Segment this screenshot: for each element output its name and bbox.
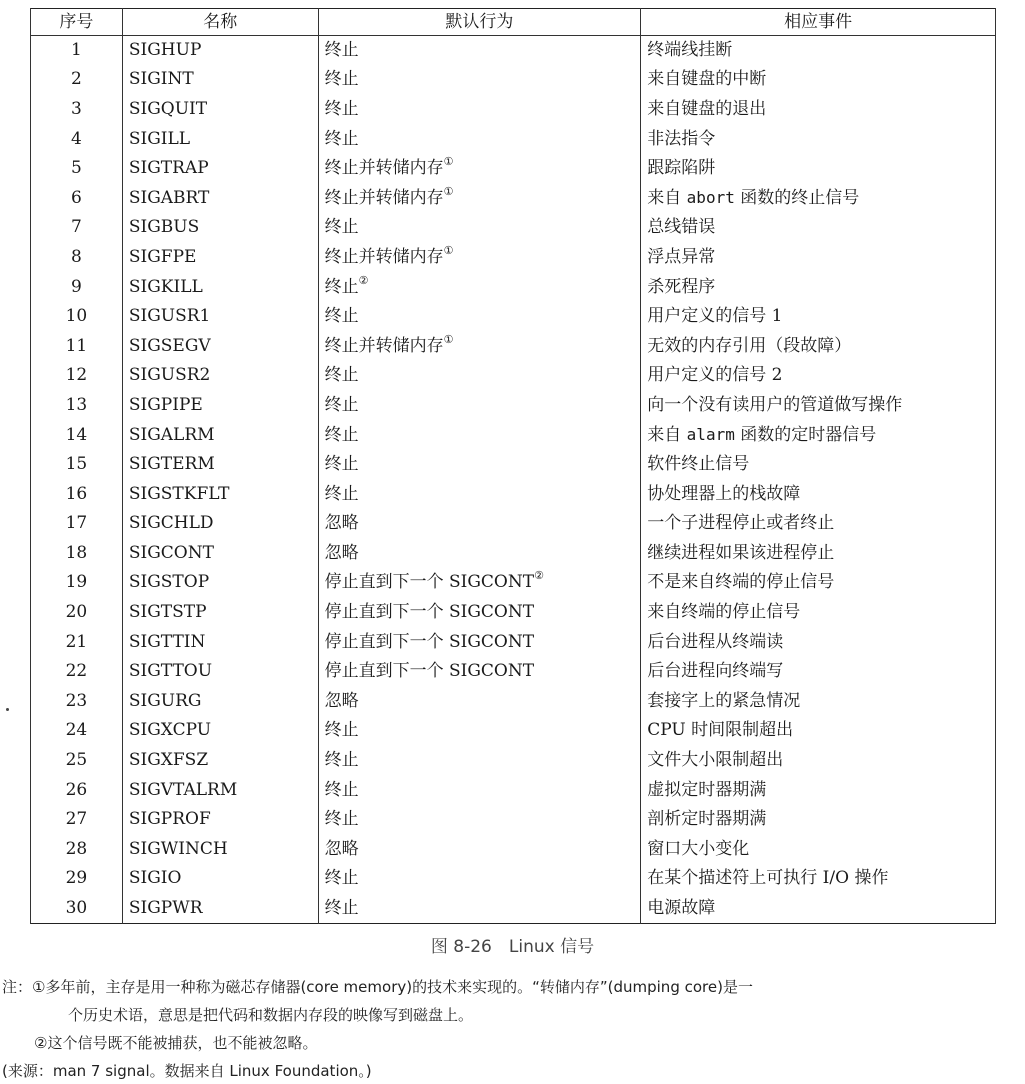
signal-event bbox=[641, 598, 996, 628]
event-text: 非法指令 bbox=[647, 128, 716, 149]
signal-event bbox=[641, 894, 996, 924]
signal-name: SIGQUIT bbox=[122, 95, 318, 125]
action-text: 终止 bbox=[324, 69, 359, 90]
signal-event bbox=[641, 716, 996, 746]
signal-name: SIGXFSZ bbox=[122, 746, 318, 776]
event-text: 窗口大小变化 bbox=[647, 838, 750, 859]
table-row bbox=[31, 805, 996, 835]
signal-number: 11 bbox=[31, 331, 123, 361]
event-text: 无效的内存引用（段故障） bbox=[647, 335, 852, 356]
table-row bbox=[31, 243, 996, 273]
table-row bbox=[31, 509, 996, 539]
signal-event bbox=[641, 95, 996, 125]
signal-number: 20 bbox=[31, 598, 123, 628]
signal-number: 8 bbox=[31, 243, 123, 273]
event-text: 后台进程从终端读 bbox=[647, 631, 784, 652]
action-text: 终止 bbox=[324, 98, 359, 119]
signal-name: SIGFPE bbox=[122, 243, 318, 273]
signal-default-action bbox=[318, 154, 641, 184]
signal-event bbox=[641, 568, 996, 598]
action-text: 终止并转储内存 bbox=[324, 158, 444, 179]
action-text: 终止 bbox=[324, 40, 359, 61]
signal-event bbox=[641, 835, 996, 865]
event-text: 浮点异常 bbox=[647, 246, 716, 267]
signal-event bbox=[641, 420, 996, 450]
event-text: 杀死程序 bbox=[647, 276, 716, 297]
figure-caption: 图 8-26 Linux 信号 bbox=[430, 937, 595, 957]
signal-default-action bbox=[318, 331, 641, 361]
table-row bbox=[31, 154, 996, 184]
signal-name: SIGABRT bbox=[122, 183, 318, 213]
event-text-pre: 来自 bbox=[647, 424, 687, 445]
table-row bbox=[31, 331, 996, 361]
action-text: 终止 bbox=[324, 483, 359, 504]
signal-default-action bbox=[318, 627, 641, 657]
signal-number: 12 bbox=[31, 361, 123, 391]
signal-name: SIGURG bbox=[122, 687, 318, 717]
signal-name: SIGWINCH bbox=[122, 835, 318, 865]
event-text: 不是来自终端的停止信号 bbox=[647, 572, 835, 593]
event-text: 来自终端的停止信号 bbox=[647, 602, 801, 623]
action-text: 终止 bbox=[324, 720, 359, 741]
table-row bbox=[31, 864, 996, 894]
signal-name: SIGCONT bbox=[122, 539, 318, 569]
header-name: 名称 bbox=[122, 9, 318, 36]
table-row bbox=[31, 213, 996, 243]
event-code: alarm bbox=[686, 424, 735, 444]
signal-event bbox=[641, 479, 996, 509]
action-text: 终止 bbox=[324, 394, 359, 415]
signal-event bbox=[641, 183, 996, 213]
signal-event bbox=[641, 243, 996, 273]
event-text: 向一个没有读用户的管道做写操作 bbox=[647, 394, 903, 415]
action-text: 终止 bbox=[324, 809, 359, 830]
signal-default-action bbox=[318, 213, 641, 243]
signal-default-action bbox=[318, 746, 641, 776]
signal-number: 25 bbox=[31, 746, 123, 776]
action-text: 忽略 bbox=[324, 542, 359, 563]
table-row bbox=[31, 627, 996, 657]
event-text: 一个子进程停止或者终止 bbox=[647, 513, 835, 534]
signal-event bbox=[641, 302, 996, 332]
signal-default-action bbox=[318, 183, 641, 213]
table-row bbox=[31, 568, 996, 598]
event-text: 剖析定时器期满 bbox=[647, 809, 767, 830]
signal-number: 10 bbox=[31, 302, 123, 332]
signal-event bbox=[641, 65, 996, 95]
signal-number: 29 bbox=[31, 864, 123, 894]
signal-default-action bbox=[318, 391, 641, 421]
event-text: 电源故障 bbox=[647, 897, 716, 918]
signal-name: SIGSTOP bbox=[122, 568, 318, 598]
event-text-post: 函数的终止信号 bbox=[734, 187, 860, 208]
signal-number: 3 bbox=[31, 95, 123, 125]
action-text: 停止直到下一个 SIGCONT bbox=[324, 631, 535, 652]
signal-default-action bbox=[318, 835, 641, 865]
signal-number: 6 bbox=[31, 183, 123, 213]
event-text: 套接字上的紧急情况 bbox=[647, 690, 801, 711]
signal-default-action bbox=[318, 124, 641, 154]
signal-default-action bbox=[318, 775, 641, 805]
signal-default-action bbox=[318, 568, 641, 598]
signal-name: SIGBUS bbox=[122, 213, 318, 243]
signal-default-action bbox=[318, 657, 641, 687]
action-text: 终止 bbox=[324, 750, 359, 771]
signal-event bbox=[641, 657, 996, 687]
signal-event bbox=[641, 509, 996, 539]
signal-event bbox=[641, 391, 996, 421]
event-text: 后台进程向终端写 bbox=[647, 661, 784, 682]
signal-event bbox=[641, 746, 996, 776]
signal-number: 15 bbox=[31, 450, 123, 480]
action-text: 终止 bbox=[324, 276, 359, 297]
signal-default-action bbox=[318, 36, 641, 66]
signal-number: 17 bbox=[31, 509, 123, 539]
table-row bbox=[31, 302, 996, 332]
signal-event bbox=[641, 450, 996, 480]
signal-name: SIGXCPU bbox=[122, 716, 318, 746]
signal-number: 22 bbox=[31, 657, 123, 687]
signal-default-action bbox=[318, 302, 641, 332]
footnote-mark: ② bbox=[358, 273, 369, 287]
action-text: 终止并转储内存 bbox=[324, 335, 444, 356]
table-row bbox=[31, 539, 996, 569]
signal-number: 19 bbox=[31, 568, 123, 598]
event-text: CPU 时间限制超出 bbox=[647, 720, 794, 741]
signal-name: SIGSTKFLT bbox=[122, 479, 318, 509]
signal-event bbox=[641, 36, 996, 66]
signal-default-action bbox=[318, 509, 641, 539]
action-text: 停止直到下一个 SIGCONT bbox=[324, 661, 535, 682]
signal-event bbox=[641, 154, 996, 184]
table-header-row bbox=[31, 9, 996, 36]
signal-event bbox=[641, 361, 996, 391]
table-row bbox=[31, 746, 996, 776]
source-note: (来源：man 7 signal。数据来自 Linux Foundation。) bbox=[2, 1062, 372, 1080]
action-text: 终止 bbox=[324, 868, 359, 889]
signal-event bbox=[641, 539, 996, 569]
event-text: 来自键盘的中断 bbox=[647, 69, 767, 90]
signal-default-action bbox=[318, 450, 641, 480]
table-body bbox=[31, 36, 996, 924]
signal-name: SIGKILL bbox=[122, 272, 318, 302]
signal-name: SIGTTIN bbox=[122, 627, 318, 657]
signal-name: SIGTERM bbox=[122, 450, 318, 480]
signal-event bbox=[641, 805, 996, 835]
signal-default-action bbox=[318, 243, 641, 273]
action-text: 终止 bbox=[324, 454, 359, 475]
action-text: 终止 bbox=[324, 306, 359, 327]
signal-default-action bbox=[318, 687, 641, 717]
event-text: 总线错误 bbox=[647, 217, 716, 238]
signal-event bbox=[641, 213, 996, 243]
table-row bbox=[31, 124, 996, 154]
table-row bbox=[31, 657, 996, 687]
event-text: 终端线挂断 bbox=[647, 40, 733, 61]
note-line-3: ②这个信号既不能被捕获，也不能被忽略。 bbox=[34, 1034, 318, 1052]
signal-number: 7 bbox=[31, 213, 123, 243]
signal-name: SIGINT bbox=[122, 65, 318, 95]
table-row bbox=[31, 775, 996, 805]
event-text: 文件大小限制超出 bbox=[647, 750, 784, 771]
signal-default-action bbox=[318, 716, 641, 746]
signal-event bbox=[641, 775, 996, 805]
event-text: 在某个描述符上可执行 I/O 操作 bbox=[647, 868, 889, 889]
header-number: 序号 bbox=[31, 9, 123, 36]
signal-number: 1 bbox=[31, 36, 123, 66]
event-text: 软件终止信号 bbox=[647, 454, 750, 475]
signal-name: SIGPROF bbox=[122, 805, 318, 835]
event-text-pre: 来自 bbox=[647, 187, 687, 208]
signal-number: 24 bbox=[31, 716, 123, 746]
signal-number: 4 bbox=[31, 124, 123, 154]
action-text: 忽略 bbox=[324, 838, 359, 859]
signal-default-action bbox=[318, 95, 641, 125]
event-text: 用户定义的信号 1 bbox=[647, 306, 783, 327]
signal-number: 28 bbox=[31, 835, 123, 865]
action-text: 终止 bbox=[324, 365, 359, 386]
signal-default-action bbox=[318, 65, 641, 95]
signal-number: 21 bbox=[31, 627, 123, 657]
table-row bbox=[31, 272, 996, 302]
signal-number: 13 bbox=[31, 391, 123, 421]
signal-name: SIGILL bbox=[122, 124, 318, 154]
table-row bbox=[31, 183, 996, 213]
signal-number: 23 bbox=[31, 687, 123, 717]
event-text: 虚拟定时器期满 bbox=[647, 779, 767, 800]
signal-name: SIGUSR1 bbox=[122, 302, 318, 332]
table-row bbox=[31, 687, 996, 717]
action-text: 终止 bbox=[324, 217, 359, 238]
table-row bbox=[31, 479, 996, 509]
action-text: 终止 bbox=[324, 779, 359, 800]
signal-number: 18 bbox=[31, 539, 123, 569]
signal-name: SIGUSR2 bbox=[122, 361, 318, 391]
action-text: 终止并转储内存 bbox=[324, 246, 444, 267]
signal-number: 2 bbox=[31, 65, 123, 95]
signal-number: 9 bbox=[31, 272, 123, 302]
event-text-post: 函数的定时器信号 bbox=[734, 424, 877, 445]
table-row bbox=[31, 835, 996, 865]
note-line-1: 注：①多年前，主存是用一种称为磁芯存储器(core memory)的技术来实现的。“转储内存”(dumping core)是一 bbox=[2, 978, 753, 996]
footnote-mark: ① bbox=[443, 184, 454, 198]
table-row bbox=[31, 65, 996, 95]
event-text: 协处理器上的栈故障 bbox=[647, 483, 801, 504]
table-row bbox=[31, 420, 996, 450]
action-text: 停止直到下一个 SIGCONT bbox=[324, 602, 535, 623]
signal-name: SIGCHLD bbox=[122, 509, 318, 539]
signal-name: SIGTRAP bbox=[122, 154, 318, 184]
signal-number: 30 bbox=[31, 894, 123, 924]
stray-dot bbox=[6, 708, 9, 711]
signal-event bbox=[641, 687, 996, 717]
footnote-mark: ① bbox=[443, 332, 454, 346]
table-row bbox=[31, 95, 996, 125]
signal-number: 14 bbox=[31, 420, 123, 450]
signal-default-action bbox=[318, 598, 641, 628]
signal-default-action bbox=[318, 272, 641, 302]
signal-name: SIGPWR bbox=[122, 894, 318, 924]
signal-default-action bbox=[318, 864, 641, 894]
event-text: 来自键盘的退出 bbox=[647, 98, 767, 119]
signals-table bbox=[30, 8, 996, 924]
signal-default-action bbox=[318, 420, 641, 450]
signal-name: SIGPIPE bbox=[122, 391, 318, 421]
signal-event bbox=[641, 627, 996, 657]
signal-event bbox=[641, 124, 996, 154]
signal-name: SIGTTOU bbox=[122, 657, 318, 687]
table-row bbox=[31, 361, 996, 391]
signal-default-action bbox=[318, 805, 641, 835]
table-row bbox=[31, 391, 996, 421]
signal-default-action bbox=[318, 479, 641, 509]
signal-default-action bbox=[318, 894, 641, 924]
table-row bbox=[31, 36, 996, 66]
event-text: 继续进程如果该进程停止 bbox=[647, 542, 835, 563]
table-row bbox=[31, 598, 996, 628]
table-row bbox=[31, 894, 996, 924]
header-default-action: 默认行为 bbox=[318, 9, 641, 36]
event-text: 跟踪陷阱 bbox=[647, 158, 716, 179]
signal-name: SIGIO bbox=[122, 864, 318, 894]
footnote-mark: ② bbox=[534, 569, 544, 583]
signal-event bbox=[641, 331, 996, 361]
signal-name: SIGSEGV bbox=[122, 331, 318, 361]
signal-event bbox=[641, 864, 996, 894]
signal-default-action bbox=[318, 539, 641, 569]
signal-name: SIGTSTP bbox=[122, 598, 318, 628]
action-text: 终止 bbox=[324, 897, 359, 918]
signal-name: SIGVTALRM bbox=[122, 775, 318, 805]
signal-number: 26 bbox=[31, 775, 123, 805]
footnote-mark: ① bbox=[443, 155, 454, 169]
header-event: 相应事件 bbox=[641, 9, 996, 36]
action-text: 停止直到下一个 SIGCONT bbox=[324, 572, 535, 593]
table-row bbox=[31, 716, 996, 746]
event-text: 用户定义的信号 2 bbox=[647, 365, 783, 386]
note-line-2: 个历史术语，意思是把代码和数据内存段的映像写到磁盘上。 bbox=[68, 1006, 474, 1024]
table-row bbox=[31, 450, 996, 480]
signal-name: SIGHUP bbox=[122, 36, 318, 66]
event-code: abort bbox=[686, 187, 735, 207]
signal-default-action bbox=[318, 361, 641, 391]
signal-event bbox=[641, 272, 996, 302]
action-text: 忽略 bbox=[324, 690, 359, 711]
action-text: 忽略 bbox=[324, 513, 359, 534]
signal-number: 5 bbox=[31, 154, 123, 184]
signal-name: SIGALRM bbox=[122, 420, 318, 450]
signal-number: 16 bbox=[31, 479, 123, 509]
action-text: 终止并转储内存 bbox=[324, 187, 444, 208]
action-text: 终止 bbox=[324, 424, 359, 445]
action-text: 终止 bbox=[324, 128, 359, 149]
signal-number: 27 bbox=[31, 805, 123, 835]
footnote-mark: ① bbox=[443, 243, 454, 257]
